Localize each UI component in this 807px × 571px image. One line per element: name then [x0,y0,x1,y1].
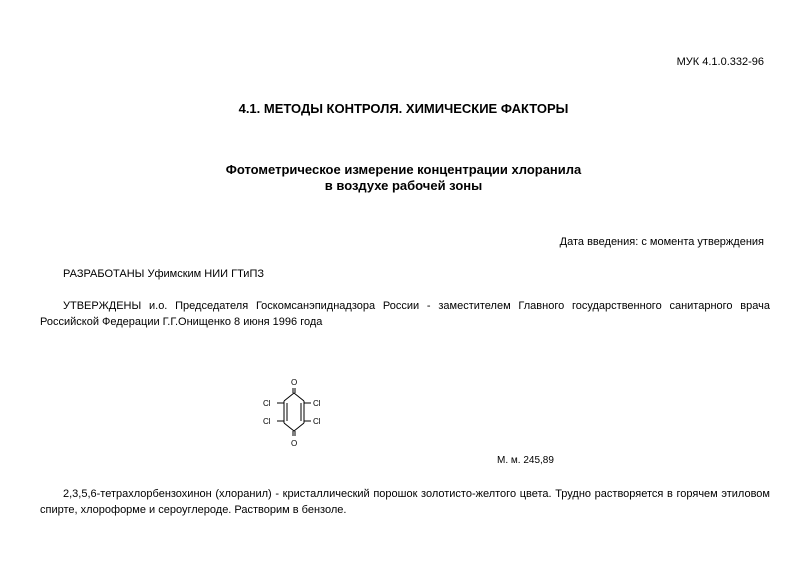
atom-o-bottom: O [291,439,298,448]
benzoquinone-ring [277,388,311,436]
substance-description [40,486,770,518]
molar-mass: М. м. 245,89 [497,455,554,466]
approved-by-text: УТВЕРЖДЕНЫ и.о. Председателя Госкомсанэпиднадзора России - заместителем Главного государственного санитарного врача Российской Федерации Г.Г.Онищенко 8 июня 1996 года [40,300,770,328]
atom-cl-right-top: Cl [313,399,321,408]
chloranil-structural-formula [258,376,328,450]
atom-cl-right-bottom: Cl [313,417,321,426]
document-code: МУК 4.1.0.332-96 [676,56,764,68]
atom-cl-left-top: Cl [263,399,271,408]
section-title: 4.1. МЕТОДЫ КОНТРОЛЯ. ХИМИЧЕСКИЕ ФАКТОРЫ [238,101,569,116]
document-title-line-1: Фотометрическое измерение концентрации хлоранила [225,162,582,177]
developed-by: РАЗРАБОТАНЫ Уфимским НИИ ГТиПЗ [63,268,264,280]
introduction-date: Дата введения: с момента утверждения [559,236,764,248]
document-title [0,162,807,194]
atom-cl-left-bottom: Cl [263,417,271,426]
atom-o-top: O [291,378,298,387]
substance-description-text: 2,3,5,6-тетрахлорбензохинон (хлоранил) - кристаллический порошок золотисто-желтого цвета. Трудно растворяется в горячем этиловом спирте, хлороформе и сероуглероде. Растворим в бензоле. [40,488,770,516]
approved-by-paragraph [40,298,770,330]
document-title-line-2: в воздухе рабочей зоны [324,178,483,193]
